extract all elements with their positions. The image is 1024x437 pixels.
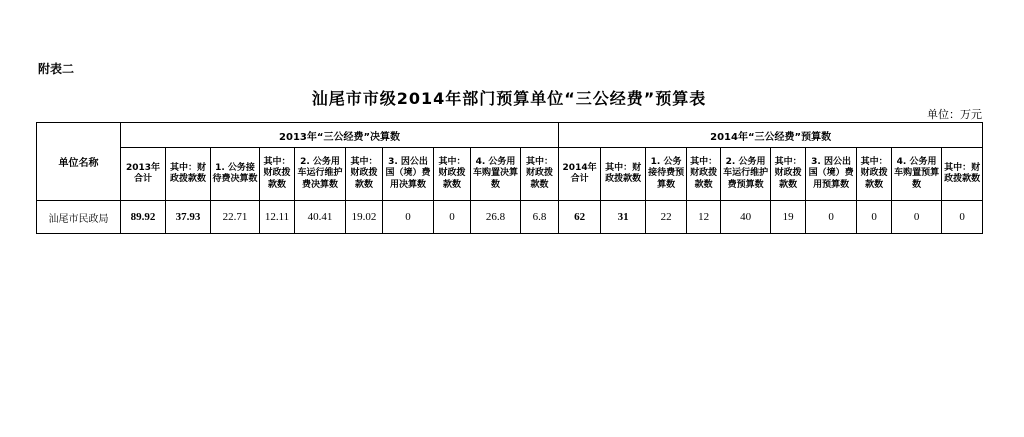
column-header: 其中：财政拨款数 [346,148,383,201]
value-cell: 0 [857,201,892,234]
column-header: 其中：财政拨款数 [260,148,295,201]
column-header: 1. 公务接待费预算数 [646,148,687,201]
group-header-2014: 2014年“三公经费”预算数 [559,123,983,148]
value-cell: 6.8 [521,201,559,234]
column-header: 其中：财政拨款数 [521,148,559,201]
appendix-label: 附表二 [38,62,75,76]
sub-header-row [37,148,983,201]
value-cell: 89.92 [121,201,166,234]
column-header: 其中：财政拨款数 [942,148,983,201]
value-cell: 12.11 [260,201,295,234]
column-header: 2. 公务用车运行维护费预算数 [721,148,771,201]
value-cell: 22.71 [211,201,260,234]
column-header: 4. 公务用车购置决算数 [471,148,521,201]
column-header: 1. 公务接待费决算数 [211,148,260,201]
column-header: 3. 因公出国（境）费用决算数 [383,148,434,201]
group-header-row [37,123,983,148]
column-header: 其中：财政拨款数 [857,148,892,201]
budget-table [36,122,983,234]
column-header: 其中：财政拨款数 [434,148,471,201]
column-header: 2. 公务用车运行维护费决算数 [295,148,346,201]
column-header: 其中：财政拨款数 [601,148,646,201]
value-cell: 0 [942,201,983,234]
column-header: 其中：财政拨款数 [166,148,211,201]
value-cell: 40 [721,201,771,234]
value-cell: 0 [383,201,434,234]
unit-note: 单位：万元 [927,108,982,121]
table-row [37,201,983,234]
value-cell: 31 [601,201,646,234]
group-header-2013: 2013年“三公经费”决算数 [121,123,559,148]
value-cell: 40.41 [295,201,346,234]
corner-header-unit-name: 单位名称 [37,123,121,201]
unit-name-cell: 汕尾市民政局 [37,201,121,234]
column-header: 其中：财政拨款数 [771,148,806,201]
value-cell: 12 [687,201,721,234]
page-title: 汕尾市市级2014年部门预算单位“三公经费”预算表 [311,89,707,108]
value-cell: 62 [559,201,601,234]
column-header: 2014年合计 [559,148,601,201]
column-header: 3. 因公出国（境）费用预算数 [806,148,857,201]
value-cell: 0 [434,201,471,234]
column-header: 2013年合计 [121,148,166,201]
value-cell: 19.02 [346,201,383,234]
column-header: 其中：财政拨款数 [687,148,721,201]
value-cell: 0 [806,201,857,234]
value-cell: 0 [892,201,942,234]
value-cell: 22 [646,201,687,234]
value-cell: 26.8 [471,201,521,234]
value-cell: 37.93 [166,201,211,234]
column-header: 4. 公务用车购置预算数 [892,148,942,201]
value-cell: 19 [771,201,806,234]
